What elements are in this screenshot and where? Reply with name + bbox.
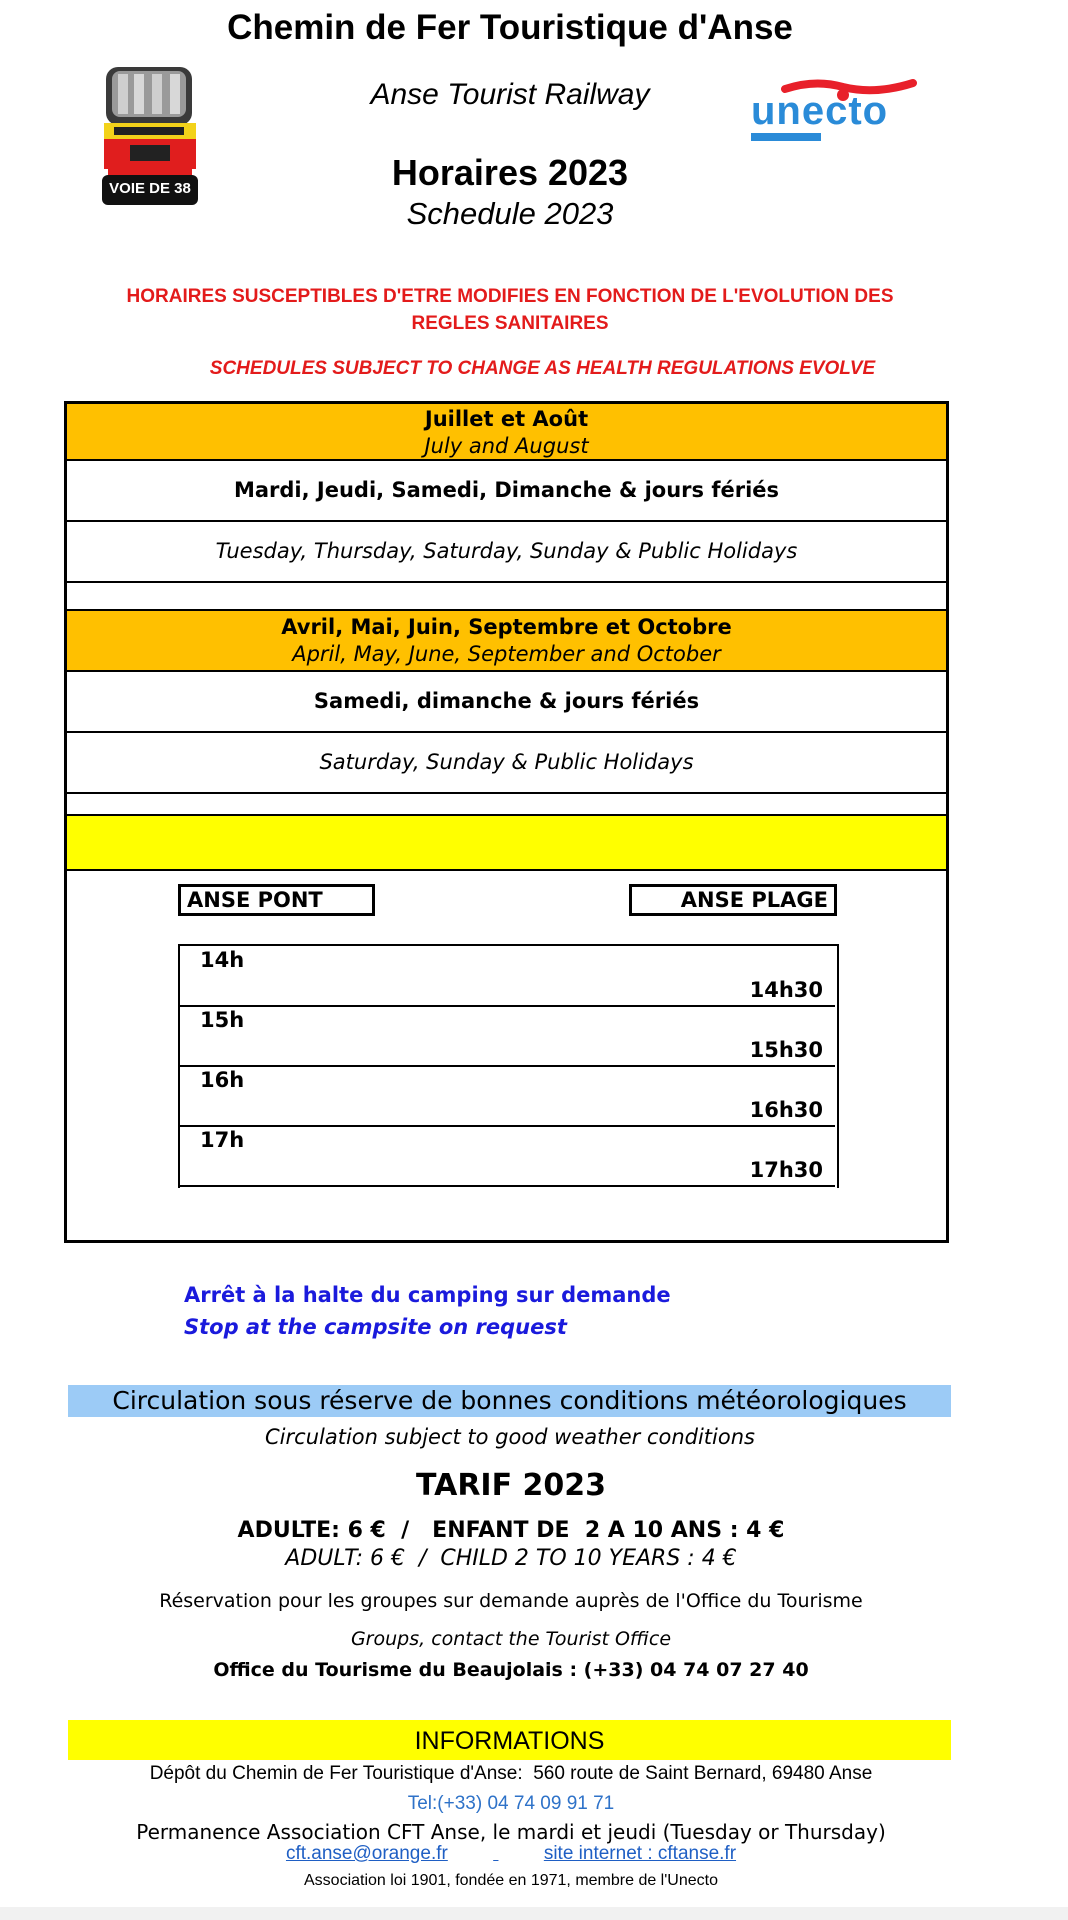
departure-time: 16h <box>200 1068 245 1092</box>
spacer-row <box>67 794 946 816</box>
unecto-logo-text: unecto <box>751 89 889 133</box>
schedule-heading: Schedule 2023 <box>406 196 614 231</box>
campsite-note-fr: Arrêt à la halte du camping sur demande <box>184 1283 671 1307</box>
campsite-note-en: Stop at the campsite on request <box>184 1315 567 1339</box>
groups-reservation-fr: Réservation pour les groupes sur demande auprès de l'Office du Tourisme <box>159 1590 863 1612</box>
tarif-en: ADULT: 6 € / CHILD 2 TO 10 YEARS : 4 € <box>285 1546 737 1571</box>
period-name-en: April, May, June, September and October <box>292 642 721 666</box>
period-days-fr: Samedi, dimanche & jours fériés <box>67 672 946 733</box>
period-name-fr: Avril, Mai, Juin, Septembre et Octobre <box>281 615 732 639</box>
arrival-time: 17h30 <box>749 1158 823 1182</box>
timetable-row <box>180 1066 835 1127</box>
arrival-time: 14h30 <box>749 978 823 1002</box>
horaires-heading: Horaires 2023 <box>391 152 629 193</box>
period-days-en: Tuesday, Thursday, Saturday, Sunday & Public Holidays <box>67 522 946 583</box>
contact-links <box>0 1843 1022 1865</box>
page-title: Chemin de Fer Touristique d'Anse <box>227 8 793 47</box>
tarif-heading: TARIF 2023 <box>415 1468 607 1503</box>
spacer-row <box>67 583 946 611</box>
timetable-row <box>180 1126 835 1187</box>
permanence-hours: Permanence Association CFT Anse, le mardi et jeudi (Tuesday or Thursday) <box>136 1820 886 1844</box>
schedule-table <box>64 401 949 1243</box>
website-link[interactable]: site internet : cftanse.fr <box>543 1843 737 1864</box>
page-subtitle: Anse Tourist Railway <box>370 78 650 111</box>
departure-time: 17h <box>200 1128 245 1152</box>
yellow-band <box>67 816 946 871</box>
train-logo-text: VOIE DE 38 <box>109 180 191 197</box>
period-name-fr: Juillet et Août <box>424 407 589 431</box>
departure-time: 15h <box>200 1008 245 1032</box>
association-note: Association loi 1901, fondée en 1971, membre de l'Unecto <box>304 1872 718 1889</box>
tourist-office-phone: Office du Tourisme du Beaujolais : (+33) 04 74 07 27 40 <box>213 1659 809 1681</box>
unecto-logo <box>745 75 930 150</box>
weather-notice-fr: Circulation sous réserve de bonnes conditions météorologiques <box>68 1385 951 1417</box>
informations-heading: INFORMATIONS <box>68 1720 951 1760</box>
warning-english: SCHEDULES SUBJECT TO CHANGE AS HEALTH REGULATIONS EVOLVE <box>209 358 876 379</box>
station-anse-pont: ANSE PONT <box>178 884 375 916</box>
timetable-row <box>180 1006 835 1067</box>
tarif-fr: ADULTE: 6 € / ENFANT DE 2 A 10 ANS : 4 € <box>237 1518 785 1543</box>
telephone-link[interactable]: Tel:(+33) 04 74 09 91 71 <box>407 1793 615 1814</box>
page-bottom-edge <box>0 1907 1068 1920</box>
station-anse-plage: ANSE PLAGE <box>629 884 837 916</box>
arrival-time: 15h30 <box>749 1038 823 1062</box>
link-gap <box>448 1843 544 1865</box>
email-link[interactable]: cft.anse@orange.fr <box>285 1843 448 1864</box>
depot-address: Dépôt du Chemin de Fer Touristique d'Anse: 560 route de Saint Bernard, 69480 Anse <box>149 1763 873 1784</box>
timetable <box>178 944 839 1188</box>
weather-notice-en: Circulation subject to good weather conditions <box>265 1425 755 1449</box>
groups-reservation-en: Groups, contact the Tourist Office <box>350 1628 672 1650</box>
departure-time: 14h <box>200 948 245 972</box>
period-header-spring-autumn <box>67 611 946 672</box>
period-days-fr: Mardi, Jeudi, Samedi, Dimanche & jours fériés <box>67 461 946 522</box>
warning-french: HORAIRES SUSCEPTIBLES D'ETRE MODIFIES EN FONCTION DE L'EVOLUTION DES REGLES SANITAIRES <box>126 286 894 334</box>
period-name-en: July and August <box>424 434 589 458</box>
period-header-summer <box>67 404 946 461</box>
timetable-row <box>180 946 835 1007</box>
period-days-en: Saturday, Sunday & Public Holidays <box>67 733 946 794</box>
arrival-time: 16h30 <box>749 1098 823 1122</box>
